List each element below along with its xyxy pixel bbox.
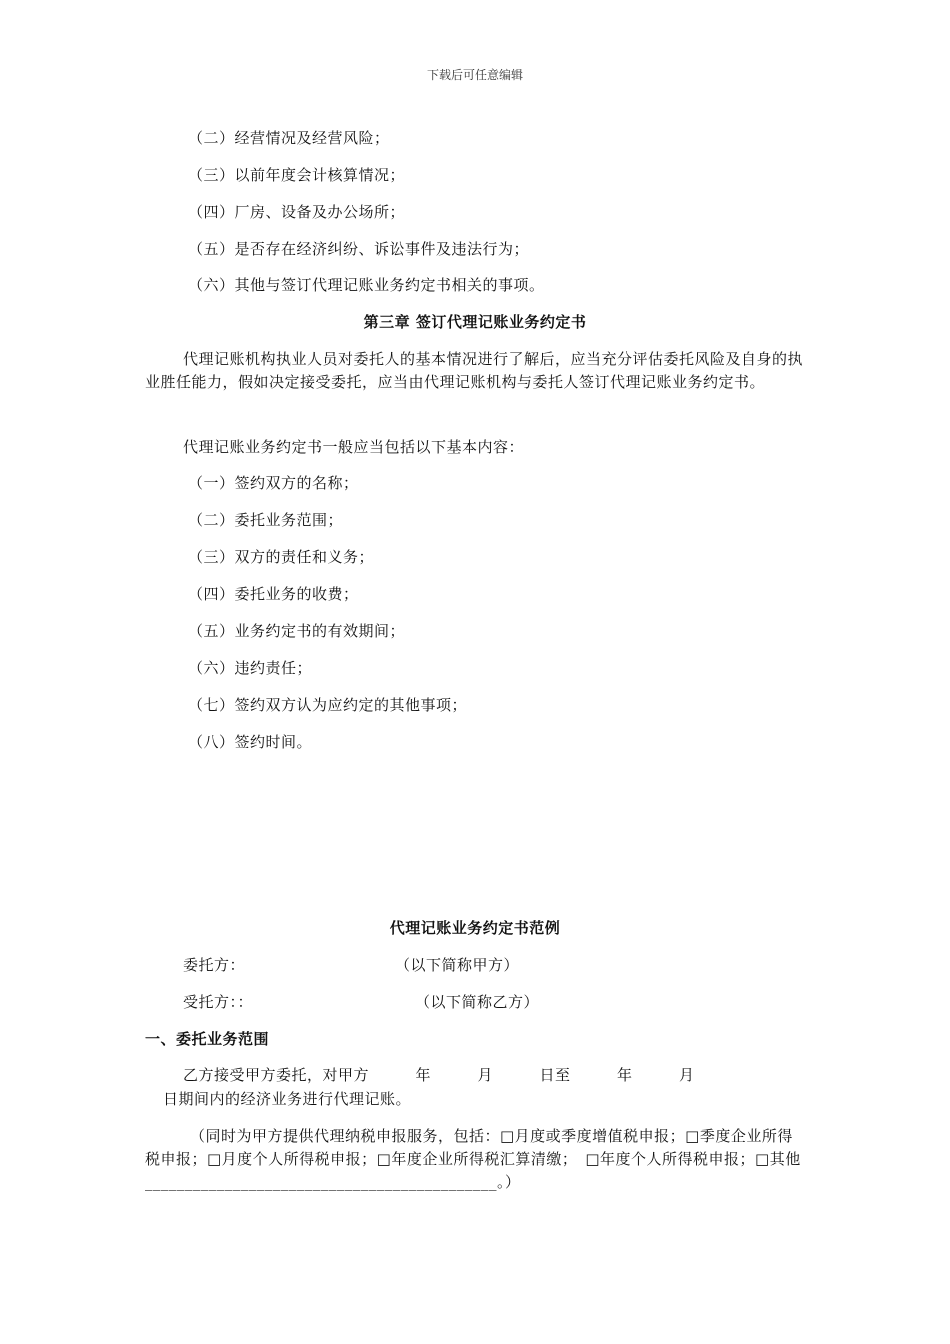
tax-paragraph: （同时为甲方提供代理纳税申报服务，包括：□月度或季度增值税申报；□季度企业所得税申报；□月度个人所得税申报；□年度企业所得税汇算清缴； □年度个人所得税申报；□其他____________________________________________。）	[145, 1127, 801, 1191]
list-item: （六）其他与签订代理记账业务约定书相关的事项。	[188, 276, 545, 294]
section-title: 一、委托业务范围	[145, 1030, 270, 1048]
list-item: （三）双方的责任和义务；	[188, 548, 375, 566]
list-item: （八）签约时间。	[188, 733, 313, 751]
list-item: （四）厂房、设备及办公场所；	[188, 203, 406, 221]
list-item: （七）签约双方认为应约定的其他事项；	[188, 696, 468, 714]
list-item: （六）违约责任；	[188, 659, 313, 677]
list-item: （四）委托业务的收费；	[188, 585, 359, 603]
client-note: （以下简称甲方）	[395, 956, 520, 974]
agent-note: （以下简称乙方）	[415, 993, 540, 1011]
list-item: （五）业务约定书的有效期间；	[188, 622, 406, 640]
list-item: （三）以前年度会计核算情况；	[188, 166, 406, 184]
chapter-paragraph: 代理记账机构执业人员对委托人的基本情况进行了解后，应当充分评估委托风险及自身的执业胜任能力，假如决定接受委托，应当由代理记账机构与委托人签订代理记账业务约定书。	[145, 350, 804, 391]
list-item: （五）是否存在经济纠纷、诉讼事件及违法行为；	[188, 240, 530, 258]
list-item: （二）委托业务范围；	[188, 511, 344, 529]
scope-line: 乙方接受甲方委托，对甲方 年 月 日至 年 月	[183, 1066, 695, 1084]
list-item: （二）经营情况及经营风险；	[188, 129, 390, 147]
sample-title: 代理记账业务约定书范例	[389, 919, 561, 937]
client-label: 委托方：	[183, 956, 246, 974]
agent-label: 受托方：：	[183, 993, 254, 1011]
page-header: 下载后可任意编辑	[426, 68, 523, 82]
contents-intro: 代理记账业务约定书一般应当包括以下基本内容：	[183, 438, 525, 456]
scope-line: 日期间内的经济业务进行代理记账。	[163, 1090, 412, 1108]
list-item: （一）签约双方的名称；	[188, 474, 359, 492]
chapter-title: 第三章 签订代理记账业务约定书	[363, 313, 587, 331]
